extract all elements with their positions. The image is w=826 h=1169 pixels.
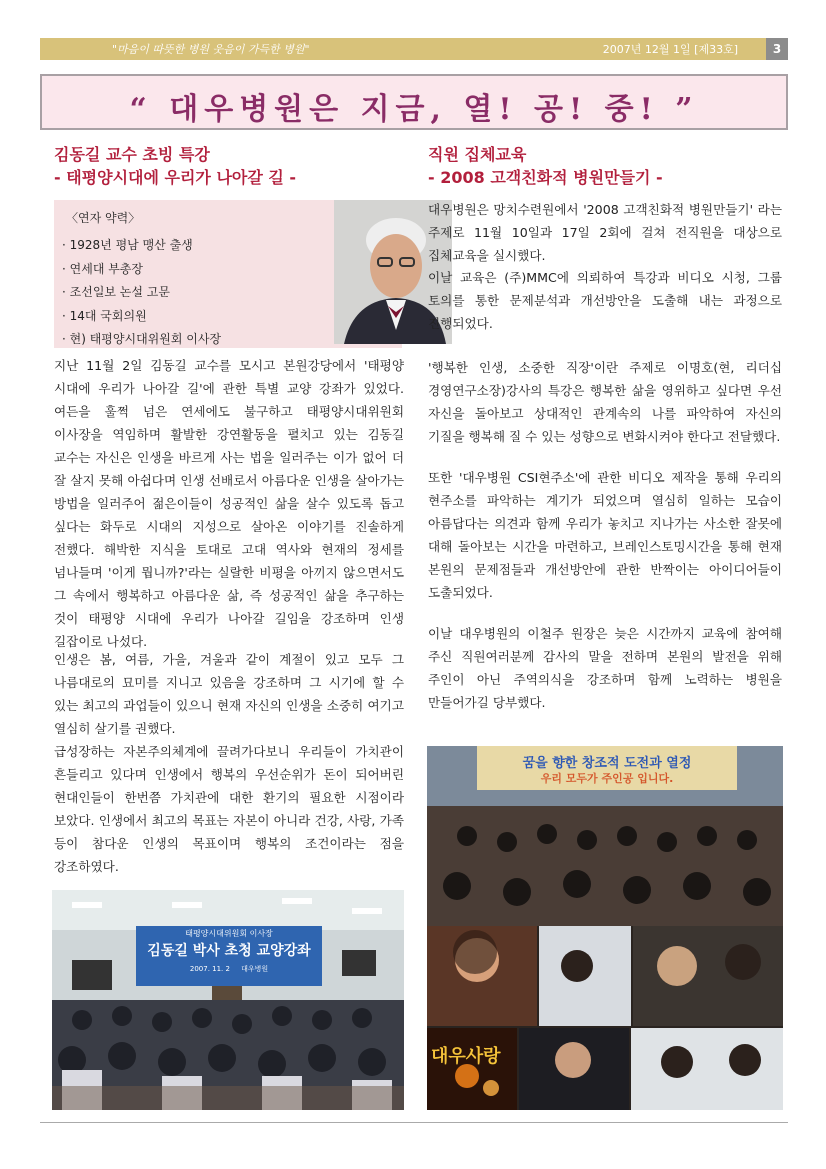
right-article-paragraph-4: 또한 '대우병원 CSI현주소'에 관한 비디오 제작을 통해 우리의 현주소를 파악하는 계기가 되었으며 열심히 일하는 모습이 아름답다는 의견과 함께 우리가 놓치고 지나가는 사소한 잘못에 대해 돌아보는 시간을 마련하고, 브레인스토밍시간을 통해 현재 본원의 문제점들과 개선방안에 관한 반짝이는 아이디어들이 도출되었다. (428, 470, 782, 600)
speaker-profile-box (54, 200, 402, 348)
right-article-title: 직원 집체교육 (428, 145, 527, 164)
header-slogan: "마음이 따뜻한 병원 웃음이 가득한 병원" (112, 43, 310, 56)
page-number: 3 (766, 38, 788, 60)
lecture-hall-illustration (52, 890, 404, 1110)
banner-title: “ 대우병원은 지금, 열! 공! 중! ” (129, 92, 699, 127)
list-item: · 조선일보 논설 고문 (62, 285, 170, 299)
right-article-paragraph-3: '행복한 인생, 소중한 직장'이란 주제로 이명호(현, 리더십 경영연구소장)강사의 특강은 행복한 삶을 영위하고 싶다면 우선 자신을 돌아보고 상대적인 관계속의 나를 파악하여 자신의 기질을 행복해 질 수 있는 성향으로 변화시켜야 한다고 전달했다. (428, 360, 782, 444)
left-article-title: 김동길 교수 초빙 특강 (54, 145, 210, 164)
right-article-subtitle: - 2008 고객친화적 병원만들기 - (428, 168, 663, 187)
training-banner-line2: 우리 모두가 주인공 입니다. (540, 772, 674, 785)
left-article-subtitle: - 태평양시대에 우리가 나아갈 길 - (54, 168, 297, 187)
right-article-headline (428, 143, 663, 189)
footer-divider (40, 1122, 788, 1123)
header-bar (40, 38, 788, 60)
right-article-paragraph-5: 이날 대우병원의 이철주 원장은 늦은 시간까지 교육에 참여해 주신 직원여러분께 감사의 말을 전하며 본원의 발전을 위해 주인이 아닌 주역의식을 강조하며 함께 노력하는 병원을 만들어가길 당부했다. (428, 626, 782, 710)
lecture-banner-line2: 김동길 박사 초청 교양강좌 (147, 943, 311, 959)
list-item: · 14대 국회의원 (62, 308, 147, 323)
right-article-paragraph-2: 이날 교육은 (주)MMC에 의뢰하여 특강과 비디오 시청, 그룹 토의를 통한 문제분석과 개선방안을 도출해 내는 과정으로 진행되었다. (428, 270, 782, 331)
list-item: · 현) 태평양시대위원회 이사장 (62, 332, 222, 346)
issue-date: 2007년 12월 1일 [제33호] (602, 43, 738, 56)
lecture-banner-line3: 2007. 11. 2 대우병원 (189, 965, 269, 973)
left-article-paragraph-3: 급성장하는 자본주의체계에 끌려가다보니 우리들이 가치관이 흔들리고 있다며 인생에서 행복의 우선순위가 돈이 되어버린 현대인들이 한번쯤 가치관에 대한 환기의 필요한 시점이라 보았다. 인생에서 최고의 목표는 자본이 아니라 건강, 사랑, 가족 등이 참다운 인생의 목표이며 행복의 조건이라는 점을 강조하였다. (54, 744, 404, 874)
lecture-hall-photo (52, 890, 404, 1110)
training-banner-line1: 꿈을 향한 창조적 도전과 열정 (522, 756, 692, 771)
profile-title: 〈연자 약력〉 (66, 211, 141, 225)
profile-list (62, 234, 221, 352)
section-banner (40, 74, 788, 130)
list-item: · 연세대 부총장 (62, 261, 143, 276)
photo-overlay-caption: 대우사랑 (431, 1046, 501, 1067)
right-article-paragraph-1: 대우병원은 망치수련원에서 '2008 고객친화적 병원만들기' 라는 주제로 11월 10일과 17일 2회에 걸쳐 전직원을 대상으로 집체교육을 실시했다. (428, 202, 782, 263)
list-item: · 1928년 평남 맹산 출생 (62, 238, 193, 252)
left-article-paragraph-2: 인생은 봄, 여름, 가을, 겨울과 같이 계절이 있고 모두 그 나름대로의 묘미를 지니고 있음을 강조하며 그 시기에 할 수 있는 최고의 과업들이 있으니 현재 자신의 인생을 소중히 여기고 열심히 살기를 권했다. (54, 652, 404, 736)
training-collage-photo (427, 746, 783, 1110)
left-article-headline (54, 143, 296, 189)
left-article-paragraph-1: 지난 11월 2일 김동길 교수를 모시고 본원강당에서 '태평양 시대에 우리가 나아갈 길'에 관한 특별 교양 강좌가 있었다. 여든을 훌쩍 넘은 연세에도 불구하고 태평양시대위원회 이사장을 역임하며 활발한 강연활동을 펼치고 있는 김동길 교수는 자신은 인생을 바르게 사는 법을 일러주는 이가 없어 더 잘 살지 못해 아쉽다며 인생 선배로서 아름다운 인생을 살아가는 방법을 일러주어 젊은이들이 성공적인 삶을 살수 있도록 돕고 싶다는 화두로 시대의 지성으로 살아온 이야기를 진솔하게 전했다. 해박한 지식을 토대로 고대 역사와 현재의 정세를 넘나들며 '이게 뭡니까?'라는 실랄한 비평을 아끼지 않으면서도 그 속에서 행복하고 아름다운 삶, 즉 성공적인 삶을 추구하는 것이 태평양 시대에 우리가 나아갈 길임을 강조하며 인생 길잡이로 나섰다. (54, 358, 404, 649)
lecture-banner-line1: 태평양시대위원회 이사장 (185, 929, 273, 938)
